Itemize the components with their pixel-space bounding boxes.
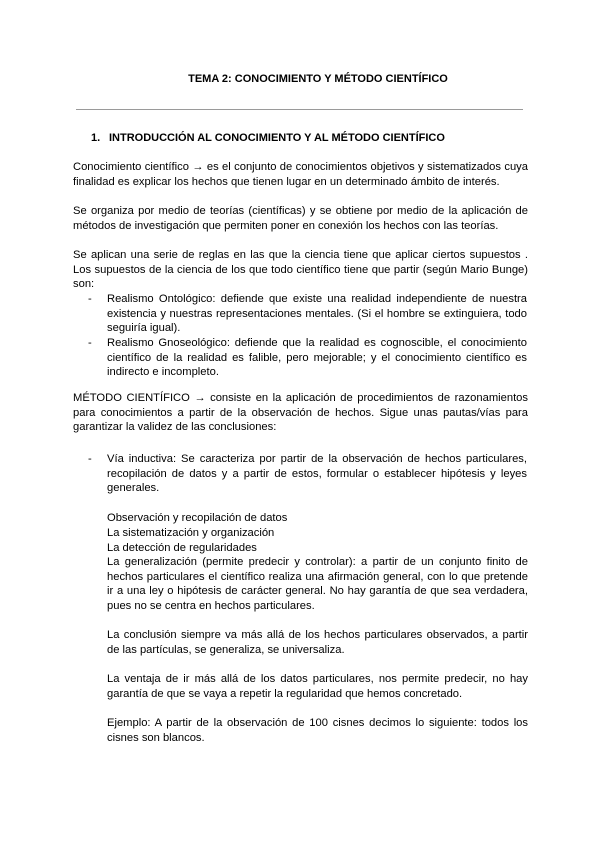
bullet-marker: - [88, 337, 92, 349]
step-observacion: Observación y recopilación de datos [107, 512, 288, 524]
paragraph-conocimiento: Conocimiento científico → es el conjunto de conocimientos objetivos y sistematizados cuya finalidad es explicar los hechos que tienen lugar en un determinado ámbito de interés. [73, 161, 528, 188]
section-title: INTRODUCCIÓN AL CONOCIMIENTO Y AL MÉTODO CIENTÍFICO [109, 132, 445, 144]
section-number: 1. [91, 132, 101, 144]
paragraph-metodo-cientifico: MÉTODO CIENTÍFICO → consiste en la aplicación de procedimientos de razonamientos para conocimientos a partir de la observación de hechos. Sigue unas pautas/vías para garantizar la validez de las conclusiones: [73, 392, 528, 433]
paragraph-organiza: Se organiza por medio de teorías (científicas) y se obtiene por medio de la aplicación de métodos de investigación que permiten poner en conexión los hechos con las teorías. [73, 205, 528, 232]
step-deteccion: La detección de regularidades [107, 542, 257, 554]
paragraph-conclusion: La conclusión siempre va más allá de los hechos particulares observados, a partir de las partículas, se generaliza, se universaliza. [107, 629, 528, 656]
list-item-text: Realismo Gnoseológico: defiende que la realidad es cognoscible, el conocimiento científico de la realidad es falible, pero mejorable; y el conocimiento científico es indirecto e incompleto. [107, 337, 527, 378]
paragraph-reglas: Se aplican una serie de reglas en las que la ciencia tiene que aplicar ciertos supuestos . Los supuestos de la ciencia de los que todo científico tiene que partir (según Mario Bunge) son: [73, 249, 528, 290]
bullet-marker: - [88, 293, 92, 305]
list-item-text: Realismo Ontológico: defiende que existe una realidad independiente de nuestra existencia y nuestras representaciones mentales. (Si el hombre se extinguiera, todo seguiría igual). [107, 293, 527, 334]
list-item-text: Vía inductiva: Se caracteriza por partir de la observación de hechos particulares, recopilación de datos y a partir de estos, formular o establecer hipótesis y leyes generales. [107, 453, 527, 494]
title-divider [76, 109, 523, 110]
section-heading [91, 131, 445, 146]
paragraph-ventaja: La ventaja de ir más allá de los datos particulares, nos permite predecir, no hay garantía de que se vaya a repetir la regularidad que hemos concretado. [107, 673, 528, 700]
paragraph-ejemplo: Ejemplo: A partir de la observación de 100 cisnes decimos lo siguiente: todos los cisnes son blancos. [107, 717, 528, 744]
paragraph-generalizacion: La generalización (permite predecir y controlar): a partir de un conjunto finito de hechos particulares el científico realiza una afirmación general, con lo que pretende ir a una ley o hipótesis de carácter general. No hay garantía de que sea verdadera, pues no se centra en hechos particulares. [107, 556, 528, 612]
step-sistematizacion: La sistematización y organización [107, 527, 275, 539]
document-title: TEMA 2: CONOCIMIENTO Y MÉTODO CIENTÍFICO [188, 73, 448, 85]
bullet-marker: - [88, 453, 92, 465]
